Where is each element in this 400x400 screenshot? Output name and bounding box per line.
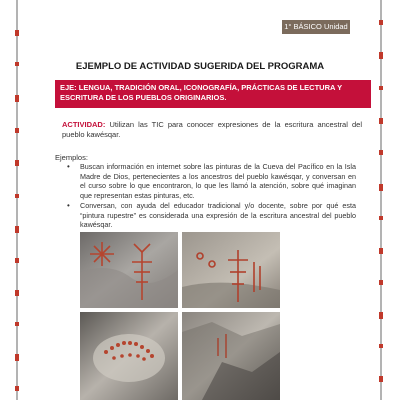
rock-art-photo-1 xyxy=(80,232,178,308)
examples-list xyxy=(66,162,356,231)
bullet-icon: • xyxy=(67,162,70,171)
activity-label: ACTIVIDAD: xyxy=(62,120,106,129)
eje-banner: EJE: LENGUA, TRADICIÓN ORAL, ICONOGRAFÍA, PRÁCTICAS DE LECTURA Y ESCRITURA DE LOS PUEBLOS ORIGINARIOS. xyxy=(55,80,371,108)
list-item xyxy=(66,162,356,200)
bullet-icon: • xyxy=(67,201,70,210)
rock-art-photo-grid xyxy=(80,232,280,400)
decorative-border-left xyxy=(14,0,20,400)
activity-text: Utilizan las TIC para conocer expresiones de la escritura ancestral del pueblo kawésqar. xyxy=(62,120,362,139)
rock-art-photo-4 xyxy=(182,312,280,400)
unit-tag: 1° BÁSICO Unidad 2 xyxy=(282,20,350,34)
page-title: EJEMPLO DE ACTIVIDAD SUGERIDA DEL PROGRAMA xyxy=(75,61,325,72)
list-item xyxy=(66,201,356,230)
example-text: Buscan información en internet sobre las pinturas de la Cueva del Pacífico en la Isla Madre de Dios, pertenecientes a los ancestros del pueblo kawésqar, y conversan en el curso sobre lo que encontraron, lo que les llamó la atención, sobre qué imaginan que representan estas pinturas, etc. xyxy=(80,162,356,200)
example-text: Conversan, con ayuda del educador tradicional y/o docente, sobre por qué esta “pintura rupestre” es considerada una expresión de la escritura ancestral del pueblo kawésqar. xyxy=(80,201,356,229)
examples-label: Ejemplos: xyxy=(55,153,88,162)
rock-art-photo-2 xyxy=(182,232,280,308)
decorative-border-right xyxy=(378,0,384,400)
rock-art-photo-3 xyxy=(80,312,178,400)
activity-paragraph xyxy=(62,120,362,140)
